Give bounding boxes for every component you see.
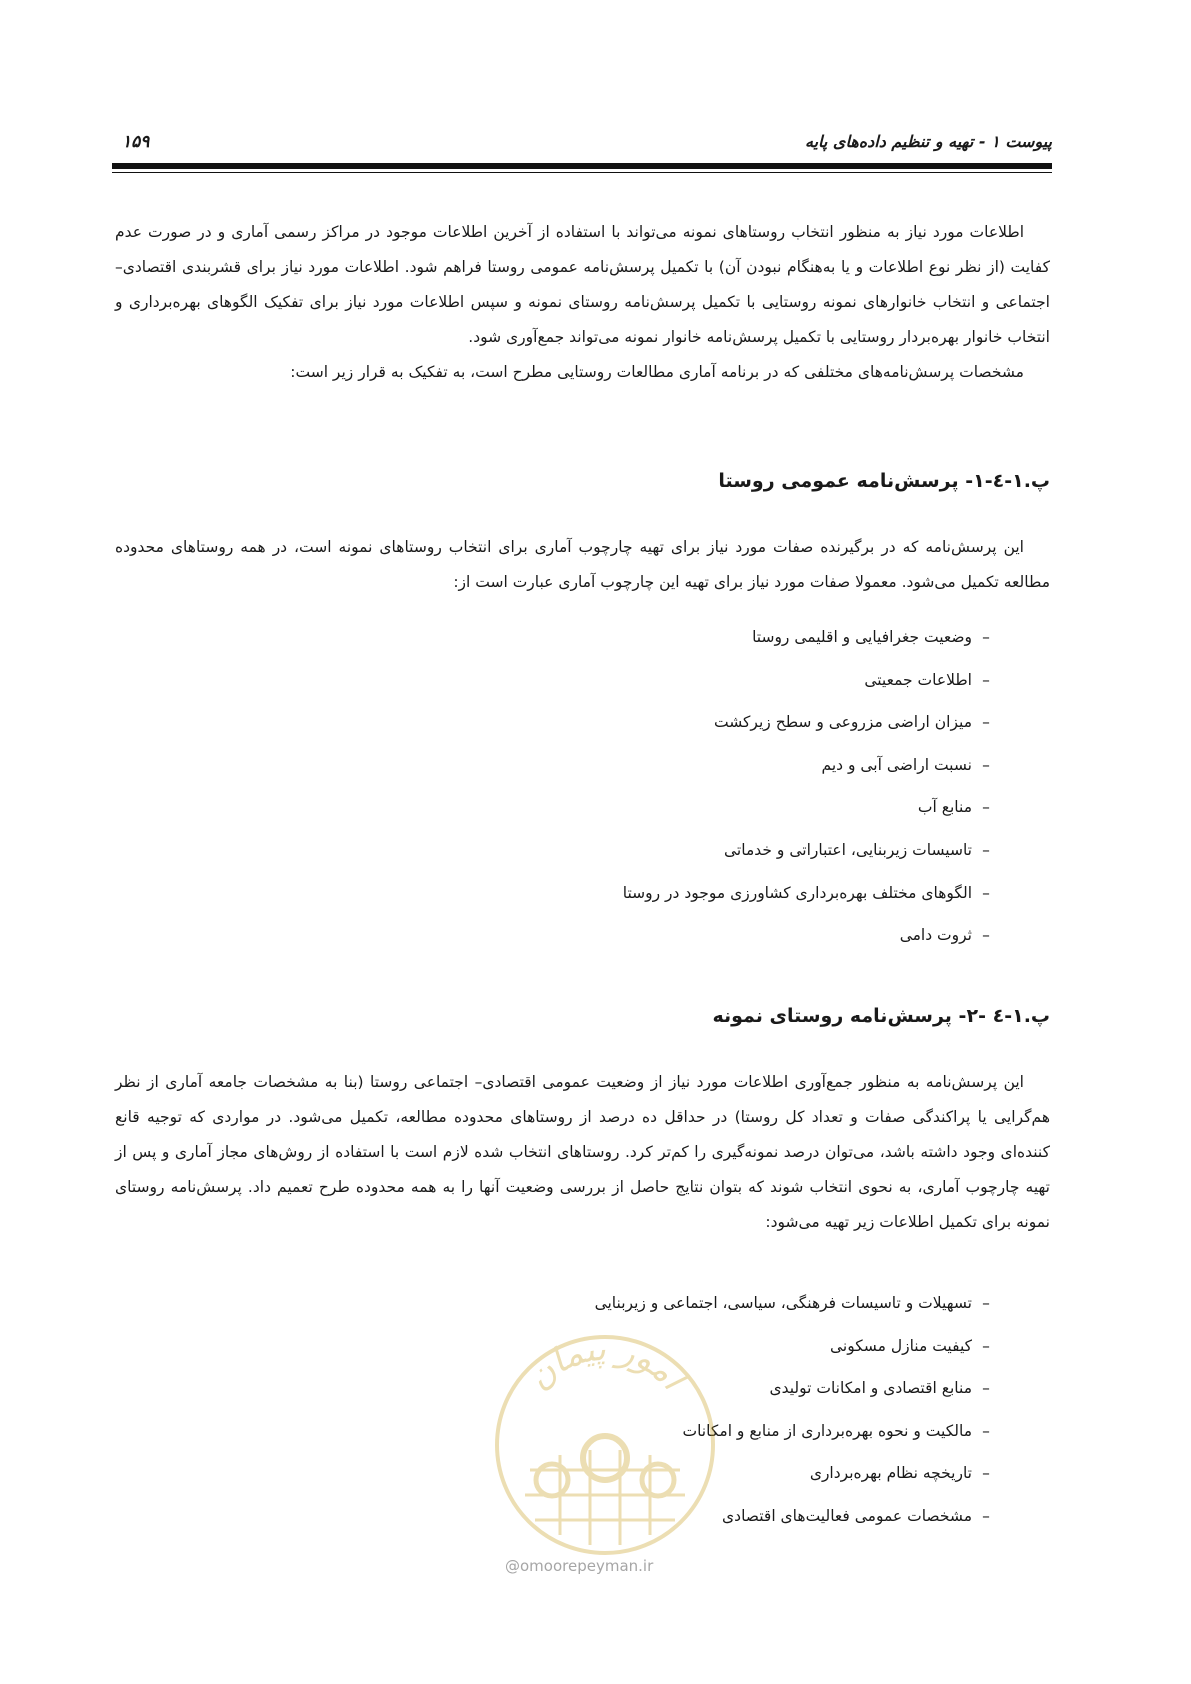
watermark-logo [490,1330,720,1560]
running-title: پیوست ۱ - تهیه و تنظیم داده‌های پایه [804,132,1052,151]
list-item [115,659,1000,702]
list-item [115,829,1000,872]
bullet-dash: – [982,1421,990,1440]
header-rule-thin [112,172,1052,173]
list-item-text: مالکیت و نحوه بهره‌برداری از منابع و امکانات [682,1421,972,1440]
list-item-text: ثروت دامی [899,926,972,945]
bullet-dash: – [982,1379,990,1398]
list-item-text: مشخصات عمومی فعالیت‌های اقتصادی [722,1506,972,1525]
list-item-text: اطلاعات جمعیتی [864,670,972,689]
bullet-dash: – [982,1336,990,1355]
bullet-dash: – [982,926,990,945]
bullet-dash: – [982,713,990,732]
page-number: ۱۵۹ [122,132,150,152]
intro-paragraph-2: مشخصات پرسش‌نامه‌های مختلفی که در برنامه آماری مطالعات روستایی مطرح است، به تفکیک به قرار زیر است: [290,363,1024,381]
list-item-text: تاسیسات زیربنایی، اعتباراتی و خدماتی [724,840,972,859]
list-item-text: کیفیت منازل مسکونی [829,1336,972,1355]
list-item-text: نسبت اراضی آبی و دیم [821,755,972,774]
intro-block [115,215,1050,390]
section-heading-2: پ.۱-٤ -۲- پرسش‌نامه روستای نمونه [712,1005,1050,1027]
bullet-dash: – [982,1506,990,1525]
bullet-dash: – [982,883,990,902]
list-item-text: تاریخچه نظام بهره‌برداری [809,1464,972,1483]
bullet-dash: – [982,840,990,859]
list-item [115,786,1000,829]
header-rule-thick [112,163,1052,169]
bullet-dash: – [982,798,990,817]
page-header [112,128,1052,158]
list-item [115,701,1000,744]
list-item-text: منابع اقتصادی و امکانات تولیدی [769,1379,972,1398]
list-item [115,872,1000,915]
bullet-dash: – [982,628,990,646]
section-2-paragraph: این پرسش‌نامه به منظور جمع‌آوری اطلاعات مورد نیاز از وضعیت عمومی اقتصادی– اجتماعی روستا (بنا به مشخصات جامعه آماری از نظر هم‌گرایی یا پراکندگی صفات و تعداد کل روستا) در حداقل ده درصد از روستاهای محدوده مطالعه، تکمیل می‌شود. در مواردی که توجیه قانع کننده‌ای وجود داشته باشد، می‌توان درصد نمونه‌گیری را کم‌تر کرد. روستاهای انتخاب شده لازم است با استفاده از روش‌های مجاز آماری و پس از تهیه چارچوب آماری، به نحوی انتخاب شوند که بتوان نتایج حاصل از بررسی وضعیت آنها را به همه محدوده طرح تعمیم داد. پرسش‌نامه روستای نمونه برای تکمیل اطلاعات زیر تهیه می‌شود: [115,1073,1050,1231]
list-item-text: منابع آب [917,798,972,817]
list-item [115,744,1000,787]
section-1-list [115,616,1000,957]
list-item-text: تسهیلات و تاسیسات فرهنگی، سیاسی، اجتماعی و زیربنایی [594,1294,972,1312]
watermark-arc-text: امور پیمان [519,1330,693,1398]
watermark-url: @omoorepeyman.ir [505,1557,654,1575]
bullet-dash: – [982,1464,990,1483]
intro-paragraph: اطلاعات مورد نیاز به منظور انتخاب روستاهای نمونه می‌تواند با استفاده از آخرین اطلاعات موجود در مراکز رسمی آماری و در صورت عدم کفایت (از نظر نوع اطلاعات و یا به‌هنگام نبودن آن) با تکمیل پرسش‌نامه عمومی روستا فراهم شود. اطلاعات مورد نیاز برای قشربندی اقتصادی– اجتماعی و انتخاب خانوارهای نمونه روستایی با تکمیل پرسش‌نامه روستای نمونه و سپس اطلاعات مورد نیاز برای تفکیک الگوهای بهره‌برداری و انتخاب خانوار بهره‌بردار روستایی با تکمیل پرسش‌نامه خانوار نمونه می‌تواند جمع‌آوری شود. [115,223,1050,346]
section-1-paragraph: این پرسش‌نامه که در برگیرنده صفات مورد نیاز برای تهیه چارچوب آماری برای انتخاب روستاهای نمونه است، در همه روستاهای محدوده مطالعه تکمیل می‌شود. معمولا صفات مورد نیاز برای تهیه این چارچوب آماری عبارت است از: [115,538,1050,591]
list-item [115,1282,1000,1325]
list-item-text: میزان اراضی مزروعی و سطح زیرکشت [714,713,972,732]
bullet-dash: – [982,670,990,689]
list-item [115,914,1000,957]
bullet-dash: – [982,755,990,774]
bullet-dash: – [982,1294,990,1312]
list-item-text: وضعیت جغرافیایی و اقلیمی روستا [752,628,972,646]
section-heading-1: پ.۱-٤-۱- پرسش‌نامه عمومی روستا [718,470,1050,492]
list-item [115,616,1000,659]
list-item-text: الگوهای مختلف بهره‌برداری کشاورزی موجود در روستا [622,883,972,902]
